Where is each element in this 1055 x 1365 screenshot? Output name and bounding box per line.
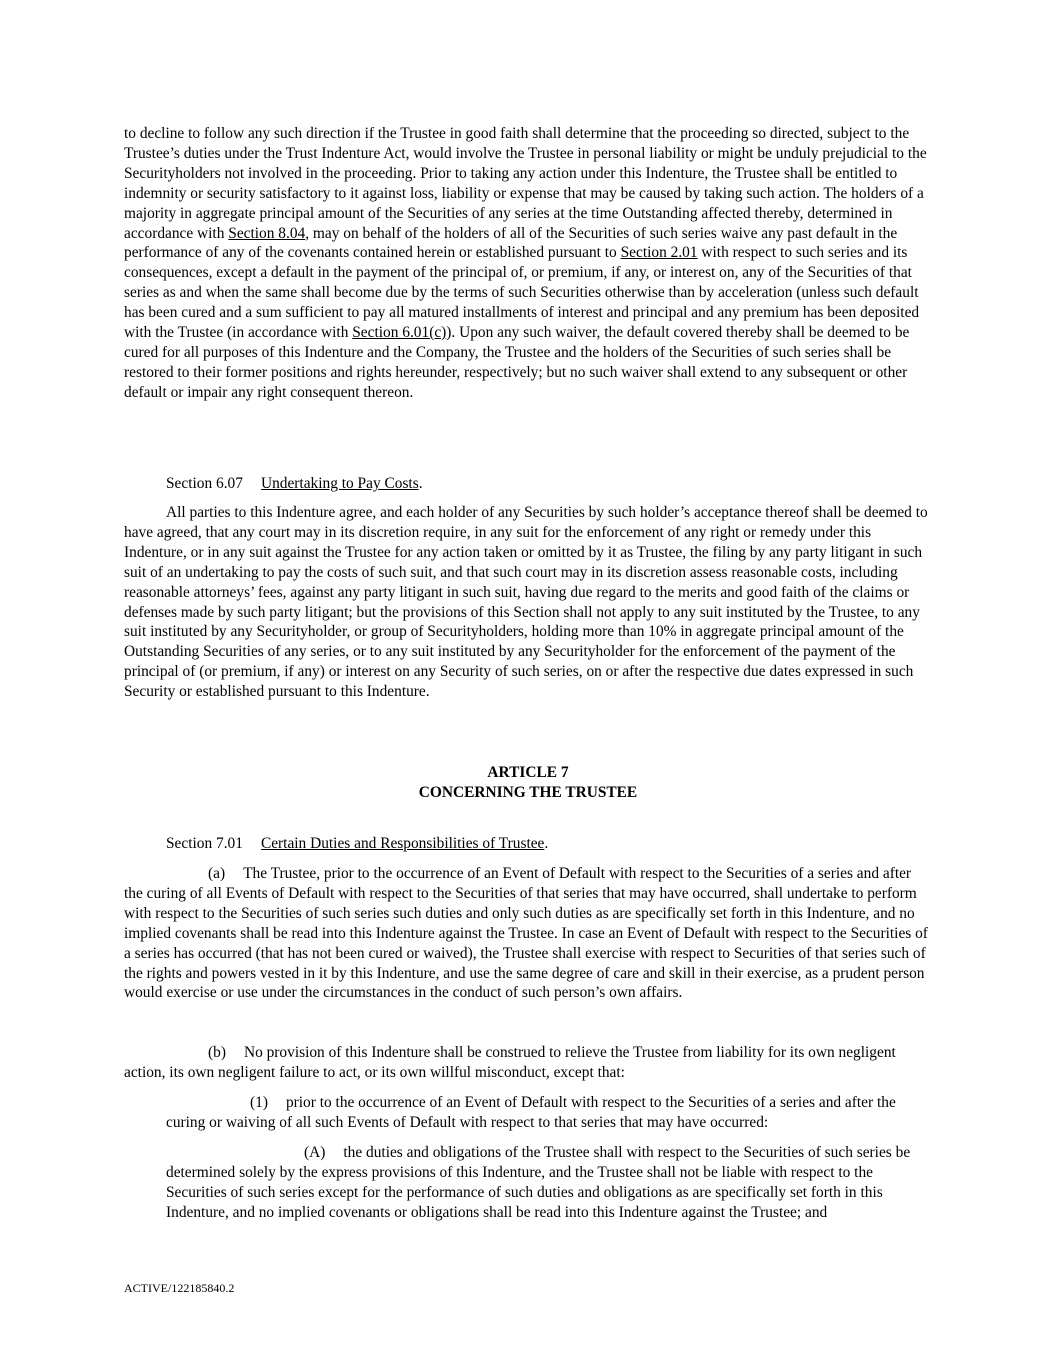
section-title-period: . xyxy=(418,475,423,492)
paragraph-text: No provision of this Indenture shall be construed to relieve the Trustee from liability for its own negligent action, its own negligent failure to act, or its own willful misconduct, except that: xyxy=(124,1044,896,1081)
paragraph-label: (b) xyxy=(208,1044,226,1061)
paragraph-b xyxy=(124,1043,932,1083)
paragraph-1 xyxy=(166,1093,932,1133)
article-title: CONCERNING THE TRUSTEE xyxy=(418,784,638,801)
paragraph-a xyxy=(124,864,932,1003)
cross-reference-section-8-04[interactable]: Section 8.04 xyxy=(228,224,306,242)
cross-reference-section-6-01c[interactable]: Section 6.01(c) xyxy=(352,324,447,342)
paragraph-text: ). Upon any such waiver, the default covered thereby shall be deemed to be cured for all purposes of this Indenture and the Company, the Trustee and the holders of the Securities of such series shall be restored to their former positions and rights hereunder, respectively; but no such waiver shall extend to any subsequent or other default or impair any right consequent thereon. xyxy=(124,324,910,401)
paragraph-text: The Trustee, prior to the occurrence of an Event of Default with respect to the Securities of a series and after the curing of all Events of Default with respect to the Securities of that series that may have occurred, shall undertake to perform with respect to the Securities of such series such duties and only such duties as are specifically set forth in this Indenture, and no implied covenants shall be read into this Indenture against the Trustee. In case an Event of Default with respect to the Securities of a series has occurred (that has not been cured or waived), the Trustee shall exercise with respect to Securities of that series such of the rights and powers vested in it by this Indenture, and use the same degree of care and skill in their exercise, as a prudent person would exercise or use under the circumstances in the conduct of such person’s own affairs. xyxy=(124,865,928,1002)
paragraph-text: to decline to follow any such direction if the Trustee in good faith shall determine that the proceeding so directed, subject to the Trustee’s duties under the Trust Indenture Act, would involve the Trustee in personal liability or might be unduly prejudicial to the Securityholders not involved in the proceeding. Prior to taking any action under this Indenture, the Trustee shall be entitled to indemnity or security satisfactory to it against loss, liability or expense that may be caused by taking such action. The holders of a majority in aggregate principal amount of the Securities of any series at the time Outstanding affected thereby, determined in accordance with xyxy=(124,125,927,242)
section-6-07-body: All parties to this Indenture agree, and each holder of any Securities by such holder’s acceptance thereof shall be deemed to have agreed, that any court may in its discretion require, in any suit for the enforcement of any right or remedy under this Indenture, or in any suit against the Trustee for any action taken or omitted by it as Trustee, the filing by any party litigant in such suit of an undertaking to pay the costs of such suit, and that such court may in its discretion assess reasonable costs, including reasonable attorneys’ fees, against any party litigant in such suit, having due regard to the merits and good faith of the claims or defenses made by such party litigant; but the provisions of this Section shall not apply to any suit instituted by the Trustee, to any suit instituted by any Securityholder, or group of Securityholders, holding more than 10% in aggregate principal amount of the Outstanding Securities of any series, or to any suit instituted by any Securityholder for the enforcement of the payment of the principal of (or premium, if any) or interest on any Security of such series, on or after the respective due dates expressed in such Security or established pursuant to this Indenture. xyxy=(124,504,928,701)
paragraph-text: the duties and obligations of the Trustee shall with respect to the Securities of such series be determined solely by the express provisions of this Indenture, and the Trustee shall not be liable with respect to the Securities of such series except for the performance of such duties and obligations as are specifically set forth in this Indenture, and no implied covenants or obligations shall be read into this Indenture against the Trustee; and xyxy=(166,1144,911,1221)
paragraph-A xyxy=(166,1143,932,1223)
paragraph-label: (1) xyxy=(250,1094,268,1111)
section-title-period: . xyxy=(544,835,549,852)
section-7-01-heading xyxy=(166,834,548,854)
cross-reference-section-2-01[interactable]: Section 2.01 xyxy=(620,244,698,262)
section-number: Section 7.01 xyxy=(166,835,243,852)
section-6-07-heading xyxy=(166,474,423,494)
document-id-footer: ACTIVE/122185840.2 xyxy=(124,1281,235,1295)
paragraph-text: with respect to such series and its consequences, except a default in the payment of the principal of, or premium, if any, or interest on, any of the Securities of that series as and when the same shall become due by the terms of such Securities otherwise than by acceleration (unless such default has been cured and a sum sufficient to pay all matured installments of interest and principal and any premium has been deposited with the Trustee (in accordance with xyxy=(124,244,920,342)
section-title: Undertaking to Pay Costs xyxy=(260,475,419,492)
section-title: Certain Duties and Responsibilities of Trustee xyxy=(260,835,545,852)
article-number: ARTICLE 7 xyxy=(487,764,569,781)
continued-paragraph xyxy=(124,124,932,403)
paragraph-label: (A) xyxy=(304,1144,326,1161)
section-number: Section 6.07 xyxy=(166,475,243,492)
paragraph-text: prior to the occurrence of an Event of Default with respect to the Securities of a series and after the curing or waiving of all such Events of Default with respect to that series that may have occurred: xyxy=(166,1094,896,1131)
paragraph-text: , may on behalf of the holders of all of the Securities of such series waive any past default in the performance of any of the covenants contained herein or established pursuant to xyxy=(124,224,898,262)
paragraph-label: (a) xyxy=(208,865,226,882)
